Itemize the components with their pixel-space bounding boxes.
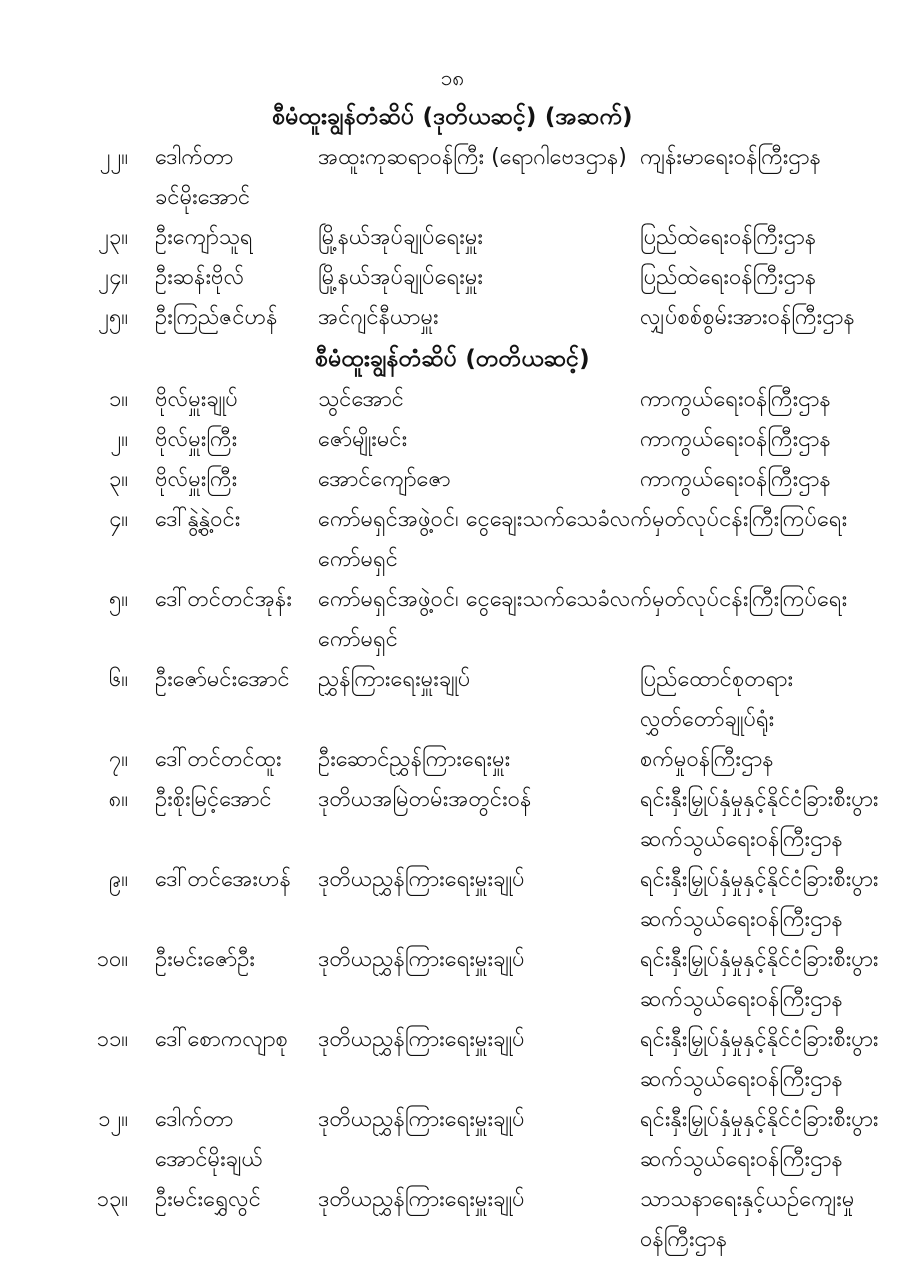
position-cell [318,780,640,820]
serial-cell: ၂၃။ [98,225,128,250]
position-cell [318,420,640,460]
serial-cell: ၅။ [108,587,128,612]
ministry-cell [640,860,905,940]
text-line: ဒေါက်တာ [155,1107,234,1132]
position-cell [318,660,640,700]
position-cell [318,258,640,298]
name-cell [130,500,318,540]
text-line: ဒုတိယညွှန်ကြားရေးမှူးချုပ် [318,947,525,972]
ministry-cell [640,420,905,460]
text-line: ဦးမင်းဇော်ဦး [155,947,256,972]
ministry-cell [640,1020,905,1100]
table-row [0,1100,905,1180]
position-cell [318,940,640,980]
text-line: ဇော်မျိုးမင်း [318,427,408,452]
table-row [0,740,905,780]
text-line: ဒုတိယညွှန်ကြားရေးမှူးချုပ် [318,867,525,892]
position-cell [318,740,640,780]
text-line: မြို့နယ်အုပ်ချုပ်ရေးမှူး [318,225,484,250]
name-cell [130,1100,318,1180]
text-line: သာသနာရေးနှင့်ယဉ်ကျေးမှု [640,1187,855,1212]
text-line: ဒေါက်တာ [155,145,234,170]
serial-cell: ၇။ [108,747,128,772]
text-line: ရင်းနှီးမြှုပ်နှံမှုနှင့်နိုင်ငံခြားစီးပွား [640,787,879,812]
name-cell [130,138,318,218]
text-line: ဆက်သွယ်ရေးဝန်ကြီးဌာန [640,1147,843,1172]
text-line: ကာကွယ်ရေးဝန်ကြီးဌာန [640,427,831,452]
name-cell [130,218,318,258]
text-line: ပြည်ထဲရေးဝန်ကြီးဌာန [640,225,817,250]
name-cell [130,580,318,620]
text-line: ကော်မရှင်အဖွဲ့ဝင်၊ ငွေချေးသက်သေခံလက်မှတ်လုပ်ငန်းကြီးကြပ်ရေး [318,587,848,612]
text-line: ဒေါ်တင်အေးဟန် [155,867,291,892]
ministry-cell [640,258,905,298]
text-line: ရင်းနှီးမြှုပ်နှံမှုနှင့်နိုင်ငံခြားစီးပွား [640,947,879,972]
table-row [0,860,905,940]
text-line: လွှတ်တော်ချုပ်ရုံး [640,707,775,732]
serial-cell: ၁၂။ [98,1107,128,1132]
table-row [0,500,905,580]
table-row [0,258,905,298]
name-cell [130,860,318,900]
text-line: ဦးဇော်မင်းအောင် [155,667,290,692]
table-row [0,460,905,500]
rows-container [0,380,905,1260]
text-line: အောင်မိုးချယ် [155,1147,263,1172]
text-line: ကျန်းမာရေးဝန်ကြီးဌာန [640,145,821,170]
position-cell [318,1100,640,1140]
section-title: စီမံထူးချွန်တံဆိပ် (ဒုတိယဆင့်) (အဆက်) [272,104,633,130]
serial-cell: ၁၁။ [96,1027,128,1052]
text-line: အထူးကုဆရာဝန်ကြီး (ရောဂါဗေဒဌာန) [318,145,627,170]
name-cell [130,298,318,338]
text-line: ဒုတိယညွှန်ကြားရေးမှူးချုပ် [318,1107,525,1132]
text-line: ဦးဆန်းဗိုလ် [155,265,245,290]
text-line: ရင်းနှီးမြှုပ်နှံမှုနှင့်နိုင်ငံခြားစီးပွား [640,1107,879,1132]
text-line: ဒေါ်စောကလျာစု [155,1027,288,1052]
text-line: ရင်းနှီးမြှုပ်နှံမှုနှင့်နိုင်ငံခြားစီးပွား [640,1027,879,1052]
position-cell [318,218,640,258]
text-line: လျှပ်စစ်စွမ်းအားဝန်ကြီးဌာန [640,305,855,330]
ministry-cell [640,1180,905,1260]
text-line: ဒေါ်နွဲ့နွဲ့ဝင်း [155,507,241,532]
name-cell [130,420,318,460]
serial-cell: ၂၄။ [98,265,128,290]
table-row [0,580,905,660]
text-line: ကာကွယ်ရေးဝန်ကြီးဌာန [640,467,831,492]
text-line: ရင်းနှီးမြှုပ်နှံမှုနှင့်နိုင်ငံခြားစီးပွား [640,867,879,892]
serial-cell: ၉။ [108,867,128,892]
text-line: စက်မှုဝန်ကြီးဌာန [640,747,774,772]
serial-cell: ၃။ [108,467,128,492]
ministry-cell [640,1100,905,1180]
table-row [0,780,905,860]
serial-cell: ၈။ [108,787,128,812]
ministry-cell [640,780,905,860]
text-line: သွင်အောင် [318,387,405,412]
position-cell [318,1180,640,1220]
text-line: ဦးဆောင်ညွှန်ကြားရေးမှူး [318,747,511,772]
serial-cell: ၁၀။ [96,947,128,972]
table-row [0,1180,905,1260]
name-cell [130,780,318,820]
text-line: ဦးစိုးမြင့်အောင် [155,787,272,812]
text-line: ဗိုလ်မှူးကြီး [155,467,238,492]
serial-cell: ၂။ [110,427,128,452]
table-row [0,218,905,258]
position-cell [318,460,640,500]
serial-cell: ၆။ [108,667,128,692]
text-line: ဒေါ်တင်တင်ထူး [155,747,282,772]
name-cell [130,660,318,700]
position-cell [318,380,640,420]
serial-cell: ၁။ [108,387,128,412]
text-line: မြို့နယ်အုပ်ချုပ်ရေးမှူး [318,265,484,290]
name-cell [130,940,318,980]
section-third-class [0,338,905,1260]
position-cell [318,500,905,580]
section-title: စီမံထူးချွန်တံဆိပ် (တတိယဆင့်) [315,346,590,372]
table-row [0,298,905,338]
ministry-cell [640,298,905,338]
ministry-cell [640,460,905,500]
position-cell [318,860,640,900]
section-second-class-continued [0,96,905,338]
text-line: အင်ဂျင်နီယာမှူး [318,305,439,330]
text-line: ပြည်ထဲရေးဝန်ကြီးဌာန [640,265,817,290]
text-line: ကော်မရှင် [318,547,398,572]
text-line: ဗိုလ်မှူးကြီး [155,427,238,452]
page-number: ၁၈ [440,66,465,90]
serial-cell: ၂၅။ [98,305,128,330]
ministry-cell [640,380,905,420]
serial-cell: ၁၃။ [96,1187,128,1212]
text-line: ဆက်သွယ်ရေးဝန်ကြီးဌာန [640,1067,843,1092]
text-line: ဦးမင်းရွှေလွင် [155,1187,261,1212]
serial-cell: ၂၂။ [99,145,128,170]
text-line: ဝန်ကြီးဌာန [640,1227,728,1252]
text-line: ဒုတိယအမြဲတမ်းအတွင်းဝန် [318,787,532,812]
table-row [0,1020,905,1100]
name-cell [130,1020,318,1060]
rows-container [0,138,905,338]
serial-cell: ၄။ [108,507,128,532]
position-cell [318,138,640,178]
ministry-cell [640,218,905,258]
table-row [0,660,905,740]
position-cell [318,1020,640,1060]
text-line: ကော်မရှင် [318,627,398,652]
text-line: ဦးကြည်ဇင်ဟန် [155,305,278,330]
ministry-cell [640,138,905,178]
table-row [0,380,905,420]
text-line: ဗိုလ်မှူးချုပ် [155,387,238,412]
text-line: ဦးကျော်သူရ [155,225,253,250]
text-line: ဆက်သွယ်ရေးဝန်ကြီးဌာန [640,907,843,932]
text-line: ဆက်သွယ်ရေးဝန်ကြီးဌာန [640,827,843,852]
position-cell [318,580,905,660]
name-cell [130,380,318,420]
text-line: ကာကွယ်ရေးဝန်ကြီးဌာန [640,387,831,412]
ministry-cell [640,940,905,1020]
text-line: ဒုတိယညွှန်ကြားရေးမှူးချုပ် [318,1027,525,1052]
table-row [0,138,905,218]
ministry-cell [640,740,905,780]
table-row [0,940,905,1020]
table-row [0,420,905,460]
name-cell [130,1180,318,1220]
name-cell [130,740,318,780]
text-line: ညွှန်ကြားရေးမှူးချုပ် [318,667,471,692]
text-line: ပြည်ထောင်စုတရား [640,667,794,692]
text-line: အောင်ကျော်ဇော [318,467,451,492]
name-cell [130,258,318,298]
position-cell [318,298,640,338]
text-line: ဒုတိယညွှန်ကြားရေးမှူးချုပ် [318,1187,525,1212]
text-line: ခင်မိုးအောင် [155,185,251,210]
text-line: ဆက်သွယ်ရေးဝန်ကြီးဌာန [640,987,843,1012]
text-line: ဒေါ်တင်တင်အုန်း [155,587,292,612]
ministry-cell [640,660,905,740]
name-cell [130,460,318,500]
text-line: ကော်မရှင်အဖွဲ့ဝင်၊ ငွေချေးသက်သေခံလက်မှတ်လုပ်ငန်းကြီးကြပ်ရေး [318,507,848,532]
